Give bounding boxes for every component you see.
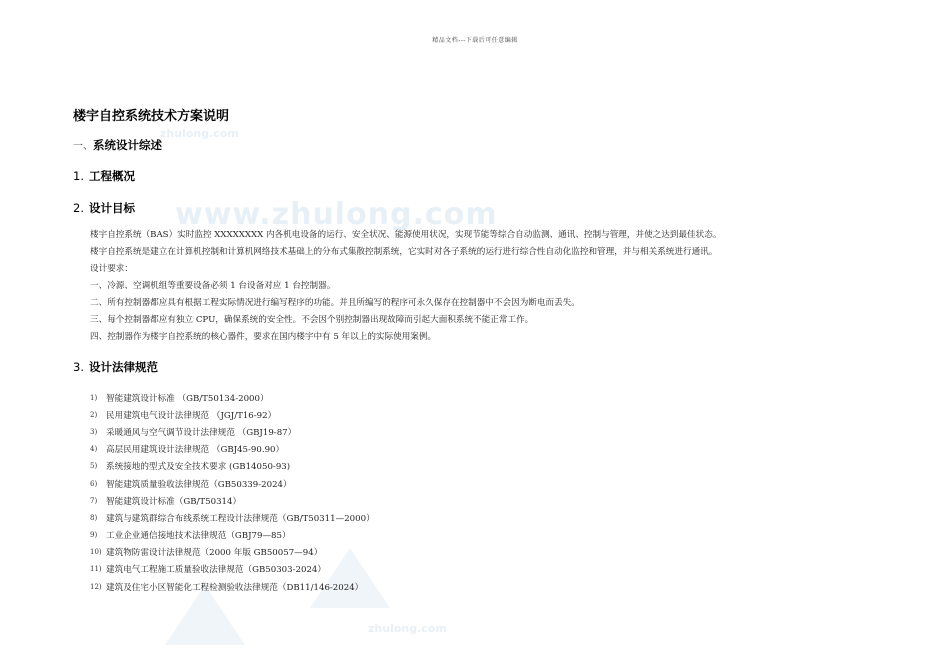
list-index: 6) — [90, 479, 98, 488]
watermark-text: www.zhulong.com — [175, 197, 498, 232]
list-text: 智能建筑设计标准（GB/T50314） — [106, 496, 242, 507]
section-heading-project — [73, 168, 135, 184]
paragraph: 楼宇自控系统是建立在计算机控制和计算机网络技术基础上的分布式集散控制系统，它实时对各子系统的运行进行综合性自动化监控和管理，并与相关系统进行通讯。 — [90, 247, 718, 257]
list-item — [90, 441, 375, 458]
paragraph: 设计要求： — [90, 264, 133, 274]
section-number: 3. — [73, 360, 84, 374]
list-text: 民用建筑电气设计法律规范 （JGJ/T16-92） — [106, 410, 277, 421]
list-item — [90, 578, 375, 595]
document-title: 楼宇自控系统技术方案说明 — [73, 109, 230, 124]
list-item — [90, 492, 375, 509]
section-label: 工程概况 — [89, 169, 135, 183]
section-number: 一、 — [73, 141, 93, 152]
list-text: 建筑与建筑群综合布线系统工程设计法律规范（GB/T50311—2000） — [106, 513, 375, 524]
list-item — [90, 527, 375, 544]
list-index: 3) — [90, 427, 98, 436]
list-item — [90, 509, 375, 526]
list-text: 采暖通风与空气调节设计法律规范 （GBJ19-87） — [106, 427, 297, 438]
list-text: 智能建筑设计标准 （GB/T50134-2000） — [106, 393, 269, 404]
list-text: 建筑及住宅小区智能化工程检测验收法律规范（DB11/146-2024） — [106, 582, 364, 593]
section-heading-overview-part — [73, 137, 162, 153]
list-index: 2) — [90, 410, 98, 419]
requirement-item: 四、控制器作为楼宇自控系统的核心器件，要求在国内楼宇中有 5 年以上的实际使用案例。 — [90, 332, 437, 342]
section-heading-goal — [73, 200, 135, 216]
list-index: 1) — [90, 393, 98, 402]
list-item — [90, 423, 375, 440]
section-heading-standards — [73, 359, 158, 375]
list-index: 9) — [90, 531, 98, 540]
paragraph: 楼宇自控系统（BAS）实时监控 XXXXXXXX 内各机电设备的运行、安全状况、能源使用状况，实现节能等综合自动监测、通讯、控制与管理，并使之达到最佳状态。 — [90, 230, 722, 240]
requirement-item: 三、每个控制器都应有独立 CPU，确保系统的安全性。不会因个别控制器出现故障而引起大面积系统不能正常工作。 — [90, 315, 534, 325]
list-index: 7) — [90, 496, 98, 505]
section-label: 设计目标 — [89, 201, 135, 215]
list-index: 12) — [90, 582, 102, 591]
list-text: 建筑电气工程施工质量验收法律规范（GB50303-2024） — [106, 565, 326, 576]
list-item — [90, 389, 375, 406]
requirement-item: 二、所有控制器都应具有根据工程实际情况进行编写程序的功能。并且所编写的程序可永久保存在控制器中不会因为断电而丢失。 — [90, 298, 580, 308]
list-item — [90, 406, 375, 423]
list-item — [90, 458, 375, 475]
list-item — [90, 561, 375, 578]
watermark-text-small: zhulong.com — [160, 127, 239, 140]
list-index: 10) — [90, 548, 102, 557]
section-label: 设计法律规范 — [89, 360, 158, 374]
page-header: 精品文档---下载后可任意编辑 — [432, 37, 518, 44]
list-index: 5) — [90, 462, 98, 471]
list-item — [90, 544, 375, 561]
list-index: 4) — [90, 445, 98, 454]
list-text: 工业企业通信接地技术法律规范（GBJ79—85） — [106, 531, 291, 542]
list-text: 智能建筑质量验收法律规范（GB50339-2024） — [106, 479, 292, 490]
list-index: 8) — [90, 513, 98, 522]
standards-list — [90, 389, 375, 595]
section-label: 系统设计综述 — [93, 138, 162, 152]
list-text: 高层民用建筑设计法律规范 （GBJ45-90.90） — [106, 445, 285, 456]
section-number: 2. — [73, 201, 84, 215]
watermark-text-small: zhulong.com — [368, 622, 447, 635]
list-text: 系统接地的型式及安全技术要求 (GB14050-93) — [106, 462, 291, 473]
list-text: 建筑物防雷设计法律规范（2000 年版 GB50057—94） — [106, 548, 323, 559]
section-number: 1. — [73, 169, 84, 183]
requirement-item: 一、冷源、空调机组等重要设备必须 1 台设备对应 1 台控制器。 — [90, 281, 336, 291]
list-index: 11) — [90, 565, 102, 574]
list-item — [90, 475, 375, 492]
